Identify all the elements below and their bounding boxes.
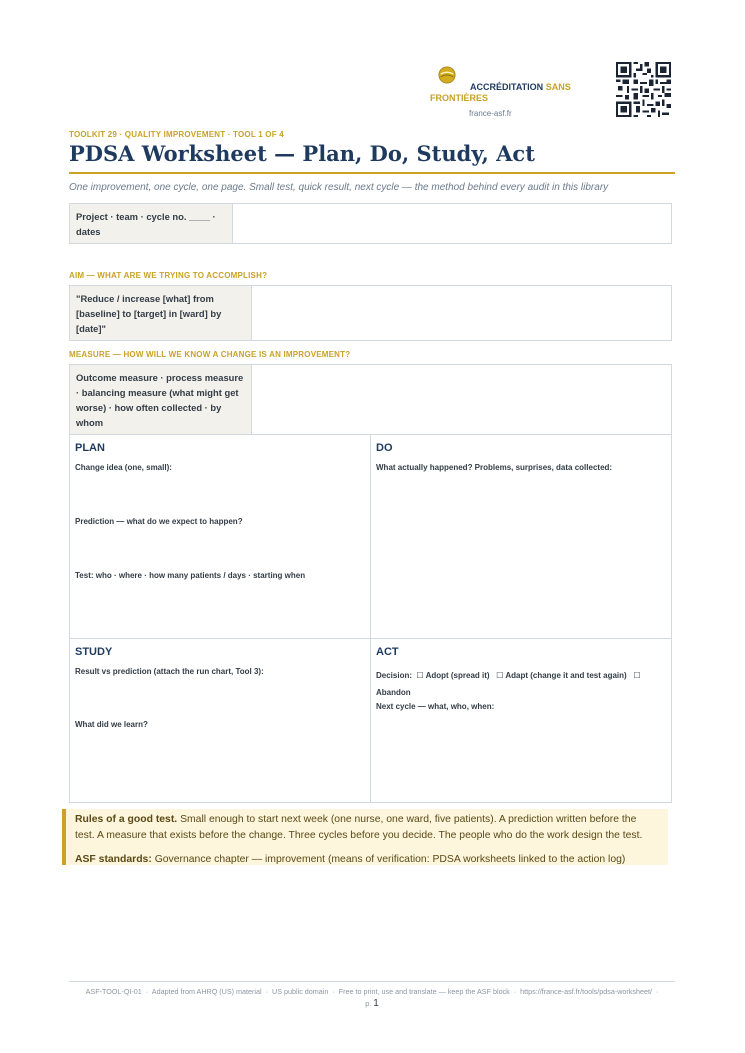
plan-title: PLAN (75, 442, 105, 454)
plan-prediction-label: Prediction — what do we expect to happen? (75, 517, 243, 526)
rules-body: Small enough to start next week (one nurse, one ward, five patients). A prediction written before the test. A measure that exists before the change. Three cycles before you decide. The people who do the work design the test. (75, 814, 643, 841)
footer-link[interactable]: https://france-asf.fr/tools/pdsa-worksheet/ (520, 987, 652, 996)
aim-heading: AIM — WHAT ARE WE TRYING TO ACCOMPLISH? (69, 271, 268, 280)
brand-name-part1: ACCRÉDITATION (470, 82, 544, 92)
study-learned-label: What did we learn? (75, 720, 148, 729)
toolkit-kicker: TOOLKIT 29 · QUALITY IMPROVEMENT · TOOL 1 OF 4 (69, 130, 284, 139)
measure-input[interactable] (252, 365, 671, 434)
title-divider (69, 172, 675, 174)
rules-paragraph (75, 812, 658, 844)
act-decision-label: Decision: (376, 671, 413, 680)
aim-label: "Reduce / increase [what] from [baseline] to [target] in [ward] by [date]" (70, 286, 252, 340)
do-cell[interactable] (371, 435, 672, 638)
aim-input[interactable] (252, 286, 671, 340)
study-result-label: Result vs prediction (attach the run chart, Tool 3): (75, 667, 264, 676)
project-input[interactable] (233, 204, 671, 243)
brand-name-part2: SANS FRONTIÈRES (430, 82, 571, 103)
brand-logo-block (430, 64, 600, 120)
act-cell[interactable] (371, 638, 672, 803)
brand-name (430, 82, 600, 104)
page-number: 1 (373, 998, 379, 1009)
measure-label: Outcome measure · process measure · balancing measure (what might get worse) · how often collected · by whom (70, 365, 252, 434)
study-cell[interactable] (70, 638, 371, 803)
act-option-abandon[interactable]: ☐ Abandon (376, 671, 641, 697)
act-option-adopt[interactable]: ☐ Adopt (spread it) (416, 671, 490, 680)
page-number-prefix: p. (365, 999, 372, 1008)
qr-code-icon (616, 62, 671, 117)
brand-url[interactable]: france-asf.fr (469, 109, 512, 118)
standards-lead: ASF standards: (75, 854, 152, 865)
project-field (69, 203, 672, 244)
plan-change-idea-label: Change idea (one, small): (75, 463, 172, 472)
footer-source: Adapted from AHRQ (US) material (151, 987, 262, 996)
plan-test-label: Test: who · where · how many patients / days · starting when (75, 571, 306, 580)
footer-divider (69, 981, 675, 982)
do-title: DO (376, 442, 393, 454)
page-subtitle: One improvement, one cycle, one page. Small test, quick result, next cycle — the method behind every audit in this library (69, 182, 609, 193)
act-decision (376, 667, 661, 701)
standards-body: Governance chapter — improvement (means of verification: PDSA worksheets linked to the action log) (154, 854, 626, 865)
page-footer: ASF-TOOL-QI-01 · Adapted from AHRQ (US) material · US public domain · Free to print, use and translate — keep the ASF block · https://france-asf.fr/tools/pdsa-worksheet/ · p. 1 (85, 987, 659, 1009)
study-title: STUDY (75, 646, 113, 658)
project-label: Project · team · cycle no. ____ · dates (70, 204, 233, 243)
plan-cell[interactable] (70, 435, 371, 638)
measure-field (69, 364, 672, 435)
do-what-happened-label: What actually happened? Problems, surprises, data collected: (376, 463, 613, 472)
standards-paragraph (75, 852, 658, 868)
pdsa-grid (69, 434, 672, 803)
act-next-cycle-label: Next cycle — what, who, when: (376, 702, 495, 711)
aim-field (69, 285, 672, 341)
rules-callout (62, 809, 668, 865)
measure-heading: MEASURE — HOW WILL WE KNOW A CHANGE IS AN IMPROVEMENT? (69, 350, 351, 359)
footer-usage: Free to print, use and translate — keep the ASF block (338, 987, 510, 996)
rules-lead: Rules of a good test. (75, 814, 178, 825)
act-option-adapt[interactable]: ☐ Adapt (change it and test again) (496, 671, 627, 680)
footer-doc-id: ASF-TOOL-QI-01 (85, 987, 142, 996)
footer-license: US public domain (272, 987, 329, 996)
page-title: PDSA Worksheet — Plan, Do, Study, Act (69, 141, 535, 166)
act-title: ACT (376, 646, 399, 658)
